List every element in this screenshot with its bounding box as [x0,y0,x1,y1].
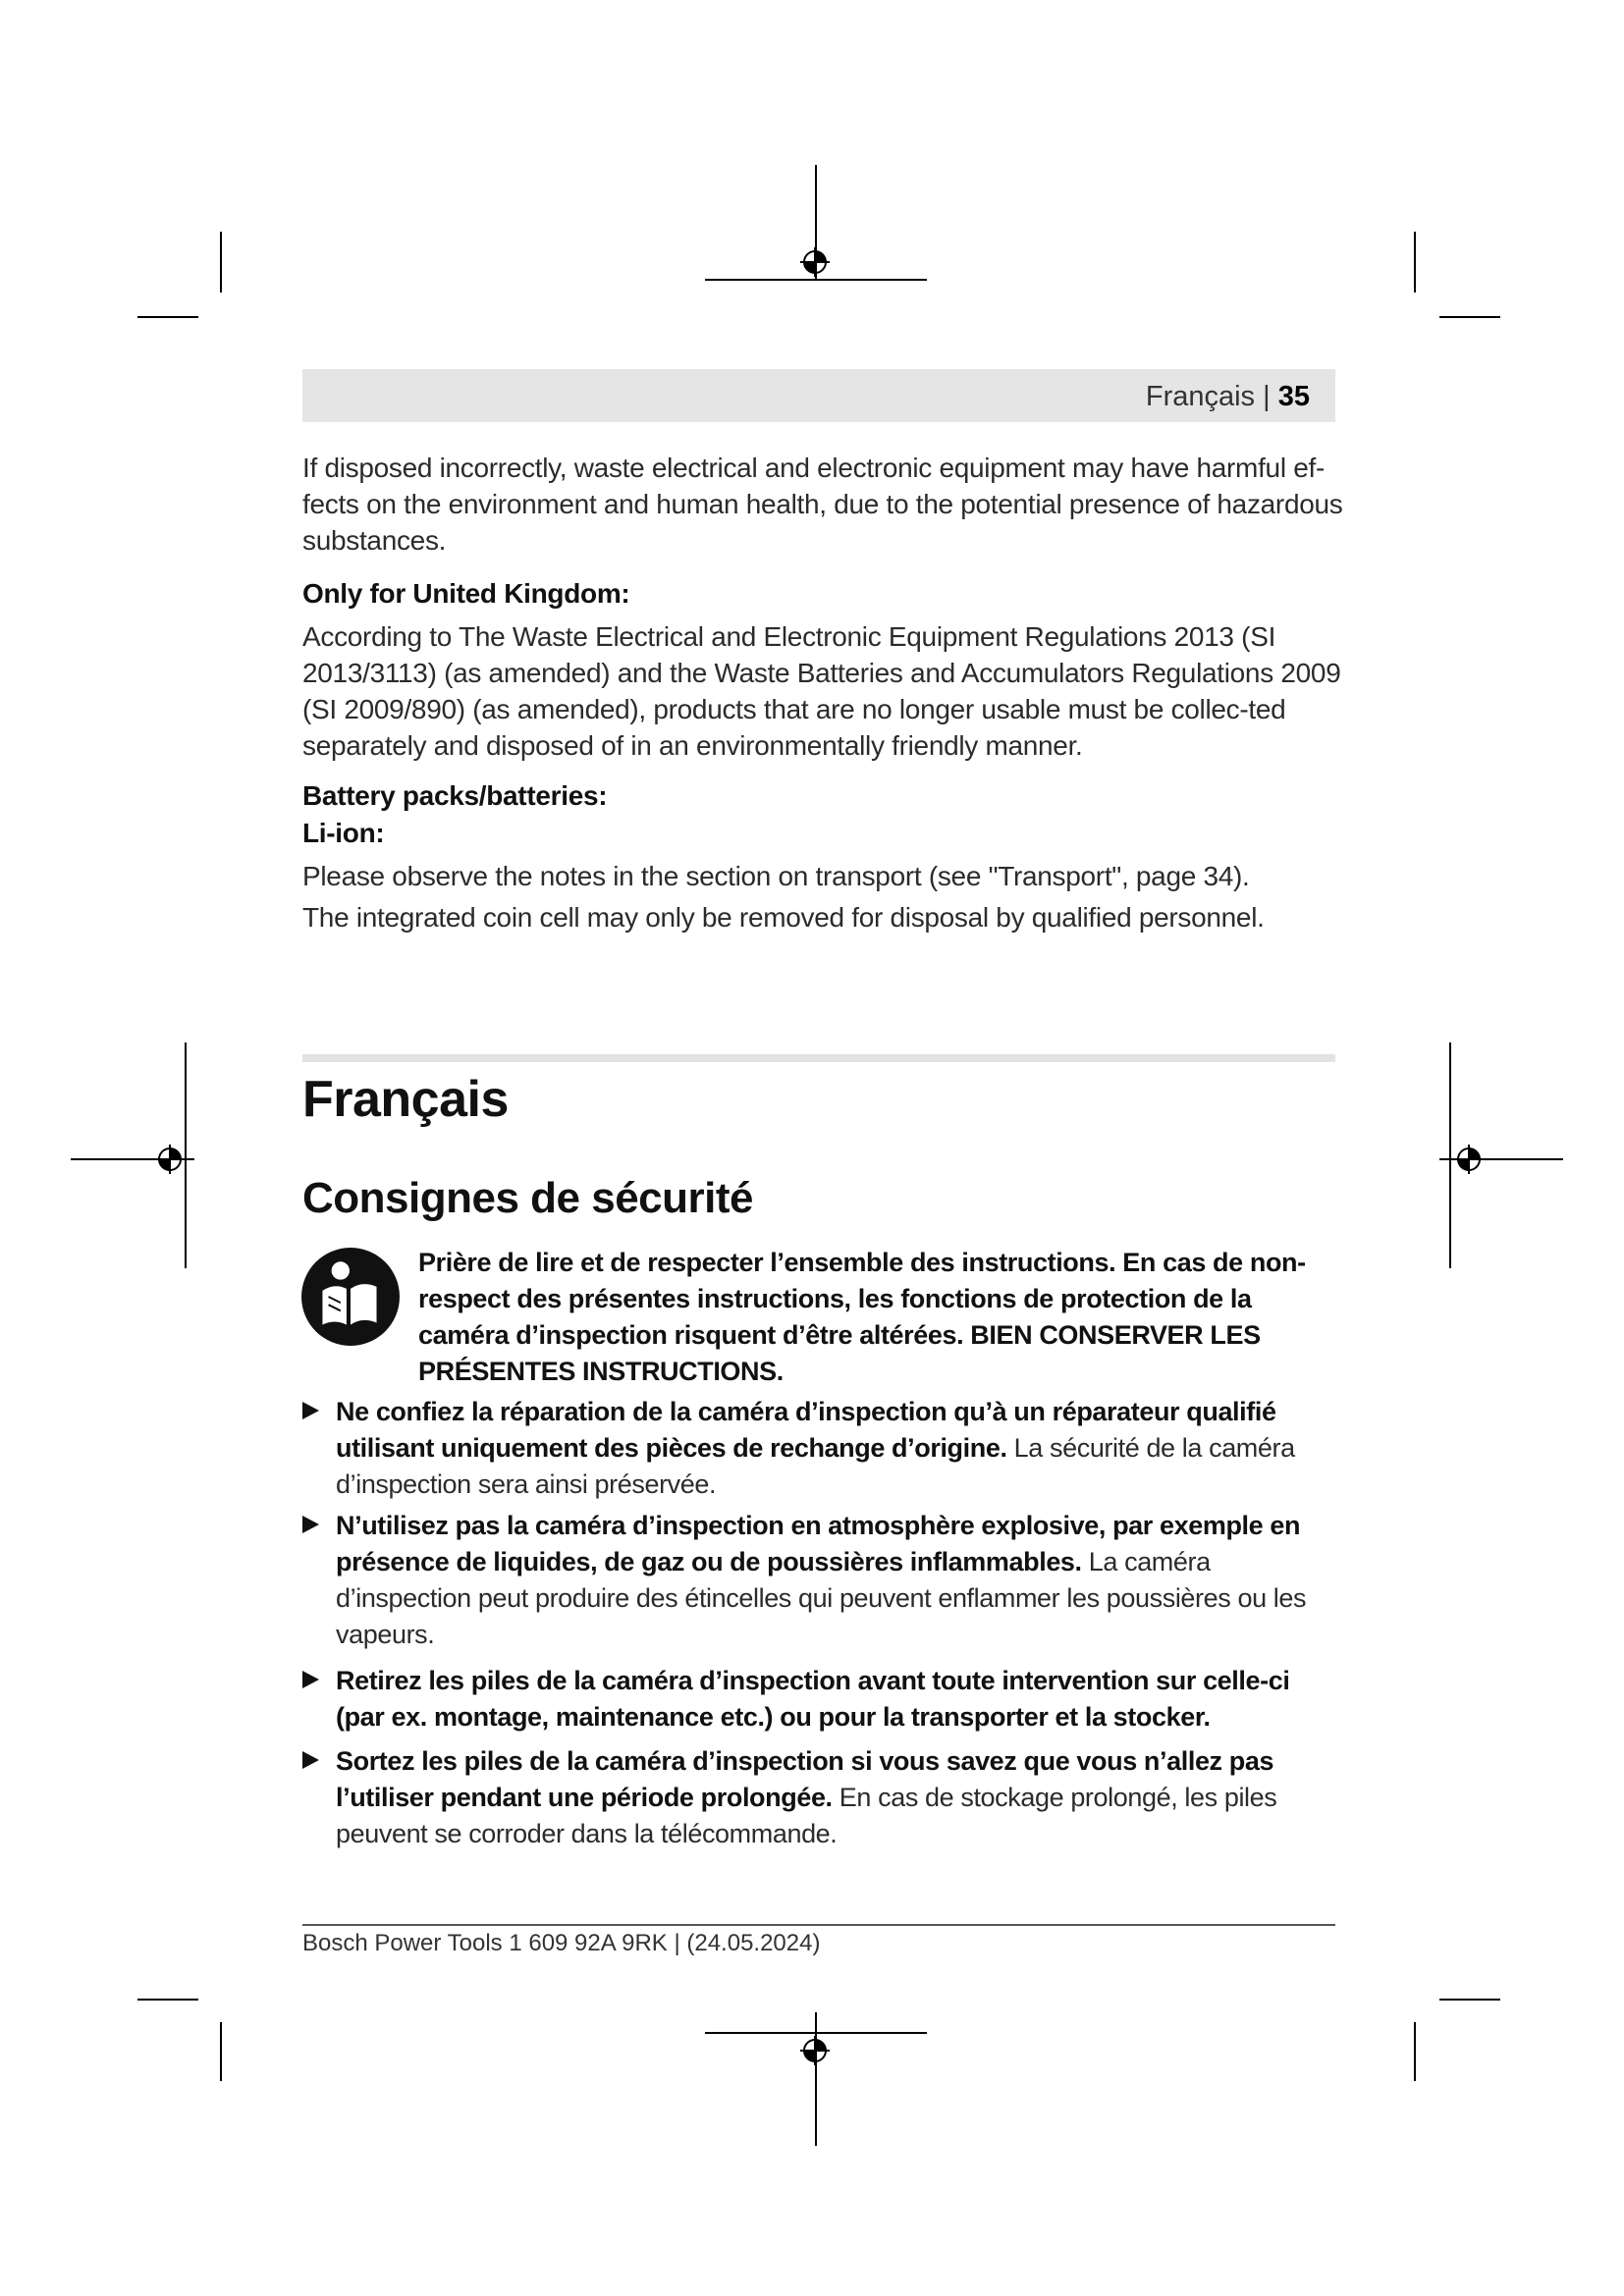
uk-paragraph [302,618,1343,764]
bullet-bold: N’utilisez pas la caméra d’inspection en atmosphère explosive, par exemple en présence de liquides, de gaz ou de poussières inflammables. [336,1511,1301,1576]
coin-cell-note-block [302,899,1343,935]
bullet-bold: Retirez les piles de la caméra d’inspection avant toute intervention sur celle-ci (par ex. montage, maintenance etc.) ou pour la transporter et la stocker. [336,1666,1290,1732]
page-footer: Bosch Power Tools 1 609 92A 9RK | (24.05.2024) [302,1930,821,1956]
crop-mark [1414,2022,1416,2081]
crop-mark [705,2032,927,2034]
coin-cell-note: The integrated coin cell may only be removed for disposal by qualified personnel. [302,902,1265,933]
page-header [302,369,1335,422]
transport-note: Please observe the notes in the section on transport (see "Transport", page 34). [302,861,1250,891]
header-separator: | [1263,381,1271,412]
disposal-text: If disposed incorrectly, waste electrical and electronic equipment may have harmful ef-fects on the environment and human health, due to the potential presence of hazardous substances. [302,453,1343,556]
crop-mark [137,316,198,318]
liion-heading-block [302,815,1343,851]
bullet-normal: En cas de stockage prolongé, les piles peuvent se corroder dans la télécommande. [336,1783,1277,1848]
crop-mark [1439,316,1500,318]
crop-mark [185,1042,187,1268]
bullet-normal: La caméra d’inspection peut produire des étincelles qui peuvent enflammer les poussières ou les vapeurs. [336,1547,1307,1649]
battery-heading-block [302,777,1343,814]
list-item [302,1743,1343,1852]
read-manual-icon [300,1247,401,1347]
list-item [302,1663,1343,1735]
section-title: Français [302,1071,509,1128]
bullet-triangle-icon [302,1751,319,1769]
battery-heading: Battery packs/batteries: [302,780,608,811]
header-section: Français [1145,381,1256,412]
section-divider [302,1054,1335,1062]
uk-heading: Only for United Kingdom: [302,578,630,609]
bullet-triangle-icon [302,1671,319,1688]
crop-mark [1414,232,1416,293]
uk-text: According to The Waste Electrical and Electronic Equipment Regulations 2013 (SI 2013/3113) (as amended) and the Waste Batteries and Accumulators Regulations 2009 (SI 2009/890) (as amended), products that are no longer usable must be collec-ted separately and disposed of in an environmentally friendly manner. [302,621,1341,761]
disposal-paragraph [302,450,1343,559]
bullet-triangle-icon [302,1516,319,1533]
bullet-bold: Ne confiez la réparation de la caméra d’inspection qu’à un réparateur qualifié utilisant uniquement des pièces de rechange d’origine. [336,1397,1276,1463]
page-number: 35 [1277,381,1310,412]
registration-mark-icon [155,1145,185,1174]
crop-mark [220,2022,222,2081]
transport-note-block [302,858,1343,894]
crop-mark [705,279,927,281]
bullet-bold: Sortez les piles de la caméra d’inspection si vous savez que vous n’allez pas l’utiliser pendant une période prolongée. [336,1746,1274,1812]
list-item [302,1394,1343,1503]
liion-heading: Li-ion: [302,818,385,848]
warning-text: Prière de lire et de respecter l’ensemble des instructions. En cas de non-respect des présentes instructions, les fonctions de protection de la caméra d’inspection risquent d’être altérées. BIEN CONSERVER LES PRÉSENTES INSTRUCTIONS. [418,1248,1306,1386]
header-label [1146,381,1310,413]
crop-mark [220,232,222,293]
crop-mark [1439,1999,1500,2001]
bullet-triangle-icon [302,1402,319,1419]
bullet-normal: La sécurité de la caméra d’inspection sera ainsi préservée. [336,1433,1295,1499]
uk-heading-block [302,575,1343,612]
registration-mark-icon [800,247,830,277]
registration-mark-icon [1454,1145,1484,1174]
list-item [302,1508,1343,1653]
crop-mark [1449,1042,1451,1268]
section-subtitle: Consignes de sécurité [302,1174,753,1222]
crop-mark [137,1999,198,2001]
registration-mark-icon [800,2036,830,2065]
footer-divider [302,1924,1335,1926]
